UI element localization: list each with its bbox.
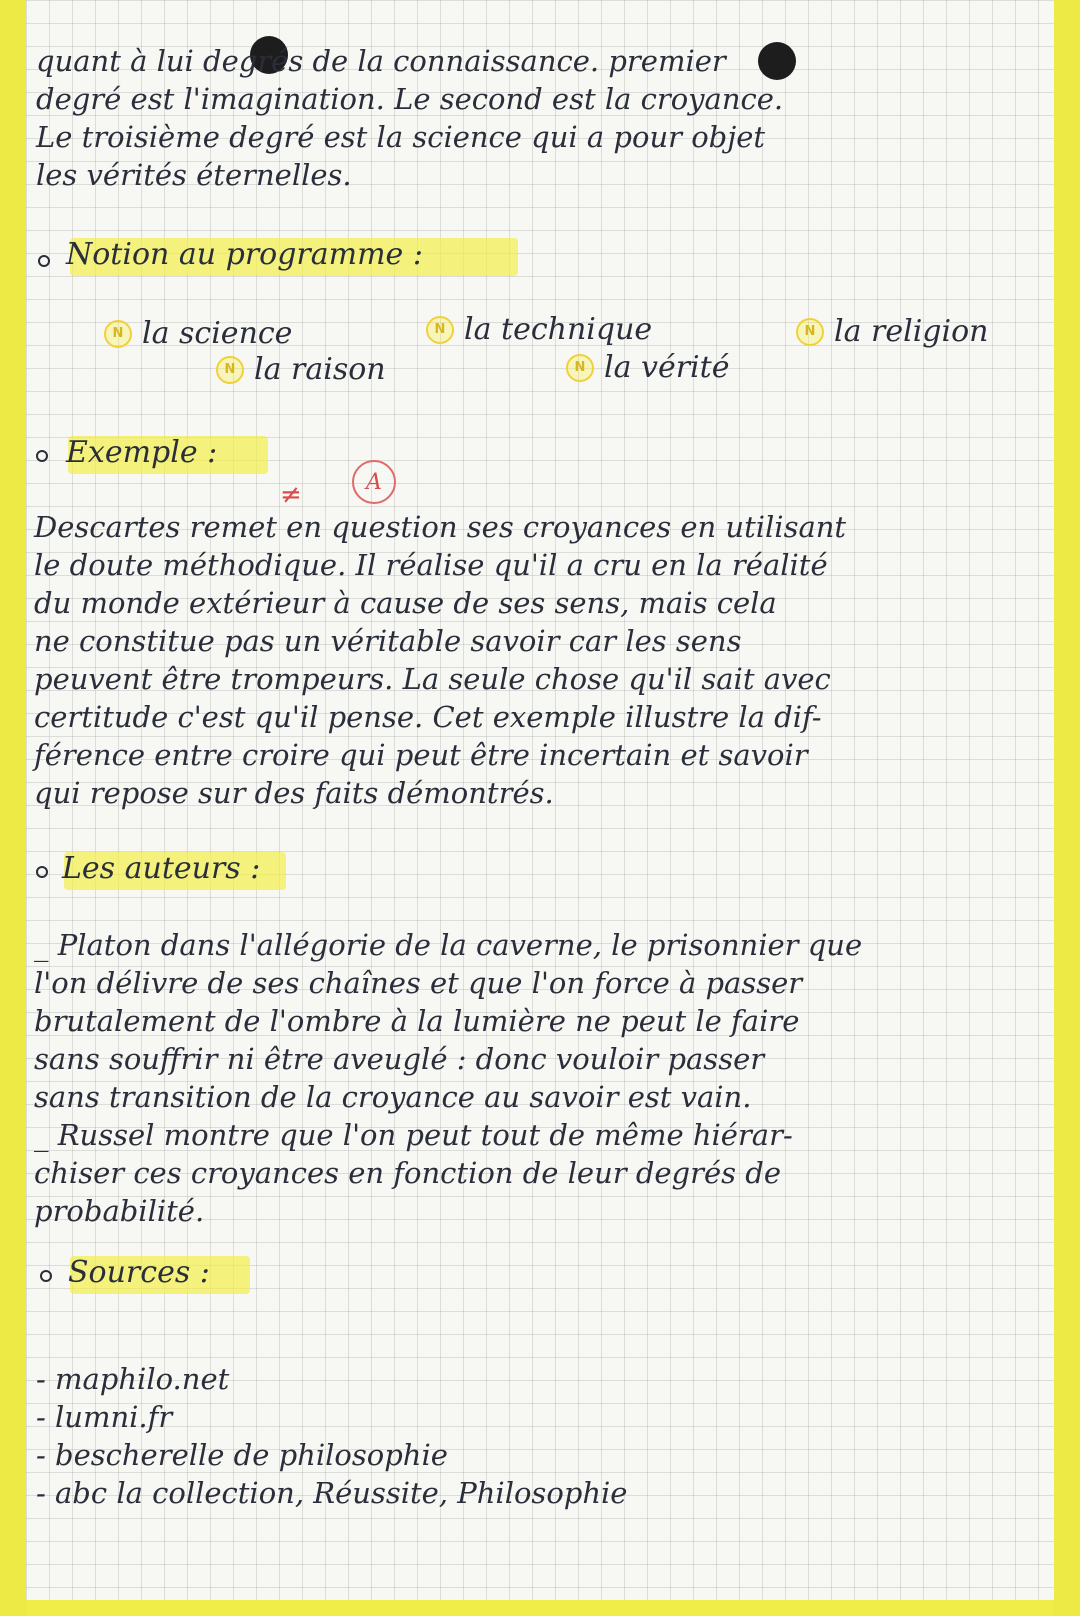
notion-item-religion [796,314,988,349]
authors-heading: Les auteurs : [62,851,261,886]
author-platon: _ Platon dans l'allégorie de la caverne, le prisonnier que l'on délivre de ses chaînes et que l'on force à passer brutalement de l'ombre à la lumière ne peut le faire sans souffrir ni être aveuglé : donc vouloir passer sans transition de la croyance au savoir est vain. [34,928,863,1114]
source-item: - bescherelle de philosophie [36,1438,448,1472]
notion-item-technique [426,312,652,347]
bullet-dot [36,450,48,462]
notebook-page [26,0,1054,1600]
notion-label: la technique [464,312,653,347]
source-item: - abc la collection, Réussite, Philosophie [36,1476,628,1510]
notion-label: la religion [834,314,989,349]
notion-item-raison [216,352,386,387]
notion-badge-icon: N [566,354,594,382]
bullet-dot [38,255,50,267]
notion-label: la raison [254,352,386,387]
annotation-not-equal: ≠ [280,480,302,510]
source-item: - maphilo.net [36,1362,230,1396]
notion-badge-icon: N [796,318,824,346]
notion-badge-icon: N [426,316,454,344]
notion-item-verite [566,350,729,385]
notion-badge-icon: N [104,320,132,348]
paper-right-edge [1054,0,1080,1616]
author-russel: _ Russel montre que l'on peut tout de même hiérar- chiser ces croyances en fonction de leur degrés de probabilité. [34,1118,793,1228]
paper-left-edge [0,0,26,1616]
example-paragraph: Descartes remet en question ses croyances en utilisant le doute méthodique. Il réalise qu'il a cru en la réalité du monde extérieur à cause de ses sens, mais cela ne constitue pas un véritable savoir car les sens peuvent être trompeurs. La seule chose qu'il sait avec certitude c'est qu'il pense. Cet exemple illustre la dif- férence entre croire qui peut être incertain et savoir qui repose sur des faits démontrés. [34,510,847,810]
notion-label: la vérité [604,350,730,385]
source-item: - lumni.fr [36,1400,173,1434]
bullet-dot [36,866,48,878]
intro-paragraph: quant à lui degrés de la connaissance. premier degré est l'imagination. Le second est la croyance. Le troisième degré est la science qui a pour objet les vérités éternelles. [36,44,784,192]
notion-label: la science [142,316,293,351]
notion-badge-icon: N [216,356,244,384]
notion-item-science [104,316,292,351]
bullet-dot [40,1270,52,1282]
notion-heading: Notion au programme : [66,237,423,272]
annotation-circle: A [352,460,396,504]
example-heading: Exemple : [66,435,218,470]
sources-heading: Sources : [68,1255,210,1290]
